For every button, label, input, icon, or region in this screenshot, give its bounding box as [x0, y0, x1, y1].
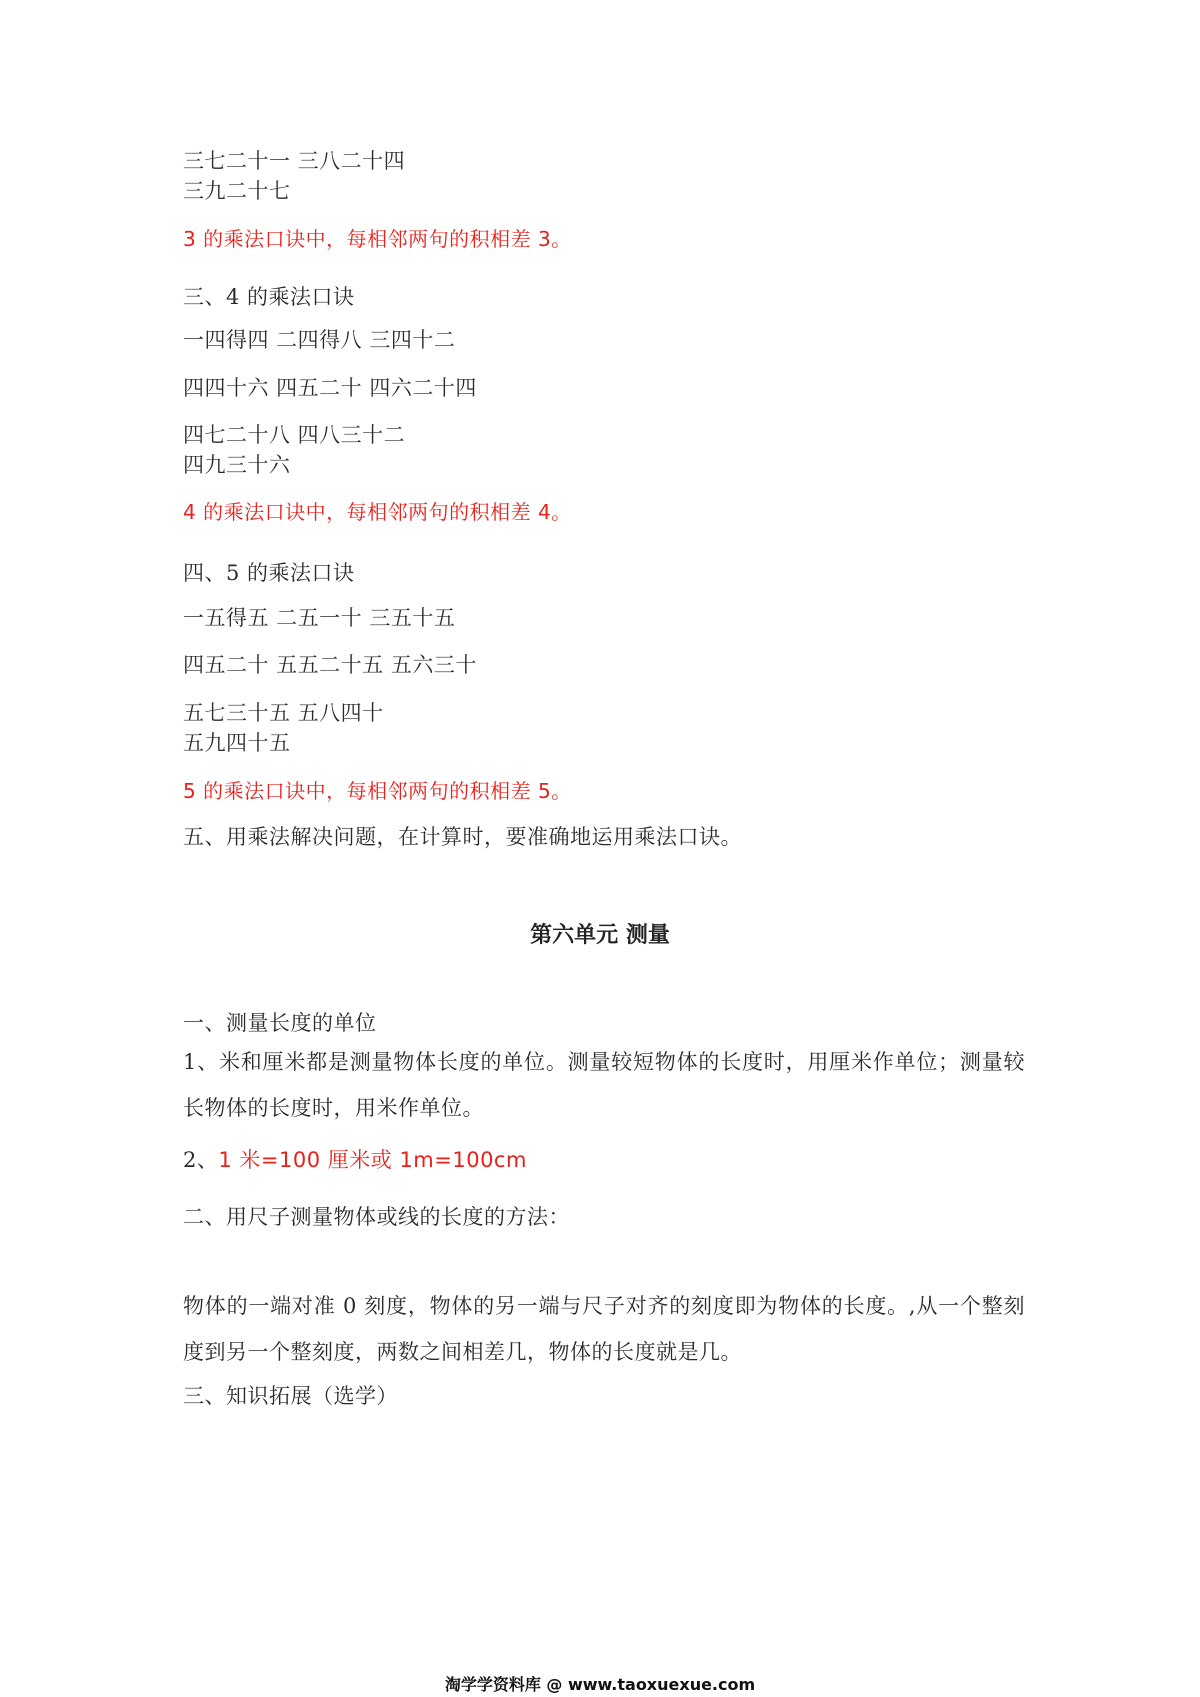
mult-4-title: 三、4 的乘法口诀	[183, 285, 355, 309]
mult-5-title: 四、5 的乘法口诀	[183, 561, 355, 585]
mult-4-row-1: 一四得四 二四得八 三四十二	[183, 328, 456, 352]
mult-4-row-2: 四四十六 四五二十 四六二十四	[183, 376, 477, 400]
point-5: 五、用乘法解决问题，在计算时，要准确地运用乘法口诀。	[183, 825, 742, 849]
mult-5-row-2: 四五二十 五五二十五 五六三十	[183, 653, 477, 677]
unit-6-item-2-text: 1 米=100 厘米或 1m=100cm	[218, 1148, 527, 1172]
mult-3-line-2: 三九二十七	[183, 179, 291, 203]
mult-4-note: 4 的乘法口诀中，每相邻两句的积相差 4。	[183, 500, 572, 524]
unit-6-item-1: 1、米和厘米都是测量物体长度的单位。测量较短物体的长度时，用厘米作单位；测量较长物体的长度时，用米作单位。	[183, 1050, 1025, 1120]
footer-watermark: 淘学学资料库 @ www.taoxuexue.com	[444, 1675, 756, 1694]
unit-6-item-2	[183, 1145, 527, 1175]
unit-6-sub-2: 二、用尺子测量物体或线的长度的方法：	[183, 1205, 570, 1229]
mult-4-row-3: 四七二十八 四八三十二	[183, 423, 406, 447]
unit-6-method: 物体的一端对准 0 刻度，物体的另一端与尺子对齐的刻度即为物体的长度。,从一个整刻度到另一个整刻度，两数之间相差几，物体的长度就是几。	[183, 1294, 1025, 1364]
unit-6-item-2-prefix: 2、	[183, 1148, 219, 1172]
mult-5-row-1: 一五得五 二五一十 三五十五	[183, 606, 456, 630]
unit-6-heading: 第六单元 测量	[530, 923, 670, 948]
mult-4-row-4: 四九三十六	[183, 453, 291, 477]
mult-3-note: 3 的乘法口诀中，每相邻两句的积相差 3。	[183, 227, 572, 251]
unit-6-sub-3: 三、知识拓展（选学）	[183, 1384, 398, 1408]
mult-3-line-1: 三七二十一 三八二十四	[183, 149, 406, 173]
mult-5-row-3: 五七三十五 五八四十	[183, 701, 384, 725]
mult-5-row-4: 五九四十五	[183, 731, 291, 755]
mult-5-note: 5 的乘法口诀中，每相邻两句的积相差 5。	[183, 779, 572, 803]
unit-6-sub-1: 一、测量长度的单位	[183, 1011, 377, 1035]
